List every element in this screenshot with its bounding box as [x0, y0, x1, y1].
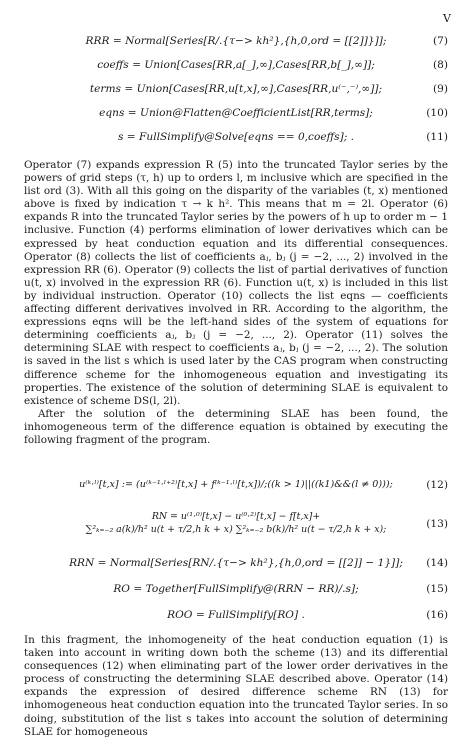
equation-number: (10) [426, 107, 448, 119]
equation-formula: eqns = Union@Flatten@CoefficientList[RR,terms]; [99, 107, 373, 119]
equation-number: (16) [426, 609, 448, 621]
equation-formula: RRN = Normal[Series[RN/.{τ−> kh²},{h,0,ord = [[2]] − 1}]]; [69, 557, 403, 569]
equation-number: (13) [426, 518, 448, 530]
equation-formula: RRR = Normal[Series[R/.{τ−> kh²},{h,0,ord = [[2]]}]]; [85, 35, 387, 47]
equation-number: (7) [432, 35, 448, 47]
equation-formula: RO = Together[FullSimplify@(RRN − RR)/.s]; [113, 583, 359, 595]
equation-formula: coeffs = Union[Cases[RR,a[_],∞],Cases[RR,b[_],∞]]; [97, 59, 375, 71]
equation-15 [24, 582, 448, 596]
equation-11 [24, 130, 448, 144]
equation-formula: s = FullSimplify@Solve[eqns == 0,coeffs]; . [117, 131, 355, 143]
paragraph-text: After the solution of the determining SLAE has been found, the inhomogeneous term of the difference equation is obtained by executing the following fragment of the program. [24, 407, 448, 446]
equation-7 [24, 34, 448, 48]
equation-formula: RN = u⁽¹·⁰⁾[t,x] − u⁽⁰·²⁾[t,x] − f[t,x]+ [151, 511, 321, 522]
equation-number: (9) [432, 83, 448, 95]
paragraph-body-2 [24, 634, 448, 739]
equation-formula: ∑²ₖ₌₋₂ a(k)/h² u(t + τ/2,h k + x) ∑²ₖ₌₋₂ b(k)/h² u(t − τ/2,h k + x); [85, 524, 387, 535]
paragraph-text: In this fragment, the inhomogeneity of the heat conduction equation (1) is taken into account in writing down both the scheme (13) and its differential consequences (12) when eliminating part of the lower order derivatives in the process of constructing the determining SLAE described above. Operator (14) expands the expression of desired difference scheme RN (13) for inhomogeneous heat conduction equation into the truncated Taylor series. In so doing, substitution of the list s takes into account the solution of determining SLAE for homogeneous [24, 634, 448, 738]
equation-16 [24, 608, 448, 622]
equation-number: (14) [426, 557, 448, 569]
equation-formula: ROO = FullSimplify[RO] . [167, 609, 305, 621]
equation-number: (8) [432, 59, 448, 71]
equation-13 [24, 510, 448, 538]
equation-12 [24, 478, 448, 492]
paragraph-text: Operator (7) expands expression R (5) into the truncated Taylor series by the powers of grid steps (τ, h) up to orders l, m inclusive which are specified in the list ord (3). With all this going on the disparity of the variables (t, x) mentioned above is fixed by indication τ → k h². This means that m = 2l. Operator (6) expands R into the truncated Taylor series by the powers of h up to order m − 1 inclusive. Function (4) performs elimination of lower derivatives which can be expressed by heat conduction equation and its differential consequences. Operator (8) collects the list of coefficients aⱼ, bⱼ (j = −2, ..., 2) involved in the expression RR (6). Operator (9) collects the list of partial derivatives of function u(t, x) involved in the expression RR (6). Function u(t, x) is included in this list by individual instruction. Operator (10) collects the list eqns — coefficients affecting different derivatives involved in RR. According to the algorithm, the expressions eqns will be the left-hand sides of the system of equations for determining coefficients aⱼ, bⱼ (j = −2, ..., 2). Operator (11) solves the determining SLAE with respect to coefficients aⱼ, bⱼ (j = −2, ..., 2). The solution is saved in the list s which is used later by the CAS program when constructing difference scheme for the inhomogeneous equation and investigating its properties. The existence of the solution of determining SLAE is equivalent to existence of scheme DS(l, 2l). [24, 159, 448, 407]
equation-14 [24, 556, 448, 570]
equation-10 [24, 106, 448, 120]
equation-8 [24, 58, 448, 72]
equation-formula: u⁽ᵏ·ˡ⁾[t,x] := (u⁽ᵏ⁻¹·ˡ⁺²⁾[t,x] + f⁽ᵏ⁻¹·ˡ⁾[t,x])/;((k > 1)||((k1)&&(l ≠ 0))); [79, 479, 393, 490]
equation-number: (12) [426, 479, 448, 491]
equation-number: (11) [426, 131, 448, 143]
page-number: V [443, 12, 451, 25]
equation-formula: terms = Union[Cases[RR,u[t,x],∞],Cases[RR,u⁽⁻,⁻⁾,∞]]; [89, 83, 383, 95]
paragraph-body-1 [24, 159, 448, 447]
equation-number: (15) [426, 583, 448, 595]
equation-9 [24, 82, 448, 96]
